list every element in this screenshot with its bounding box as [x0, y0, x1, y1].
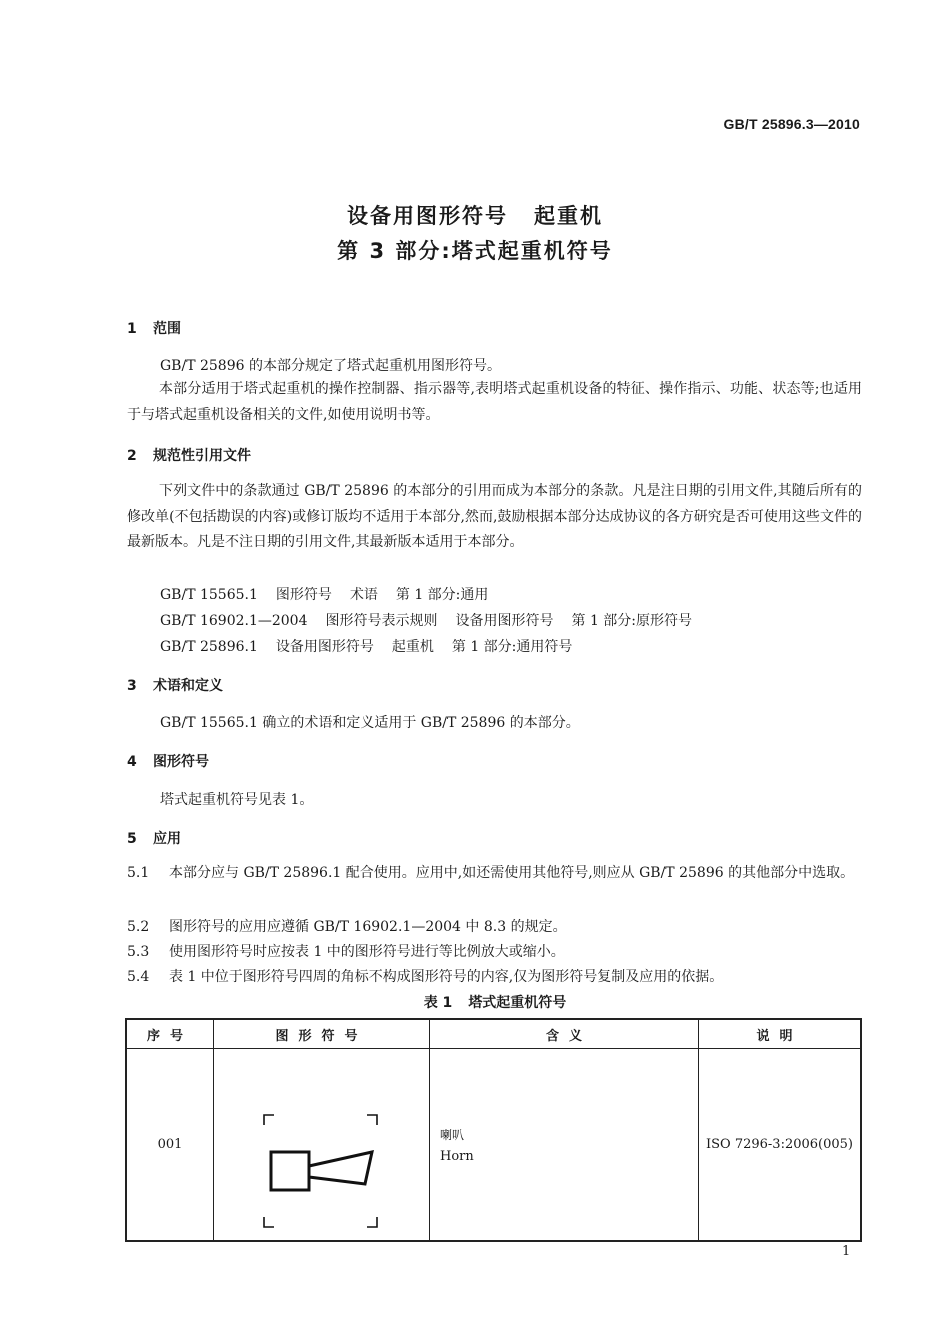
clause-5-3: [127, 941, 565, 961]
section-number: 5: [127, 831, 137, 847]
table-caption: [0, 992, 950, 1012]
reference-part: 第 1 部分:通用: [395, 587, 489, 603]
section-number: 3: [127, 678, 137, 694]
meaning-en: Horn: [440, 1148, 474, 1164]
table-caption-number: 表 1: [423, 995, 453, 1011]
section-2-para-1: 下列文件中的条款通过 GB/T 25896 的本部分的引用而成为本部分的条款。凡是注日期的引用文件,其随后所有的修改单(不包括勘误的内容)或修订版均不适用于本部分,然而,鼓励根据本部分达成协议的各方研究是否可使用这些文件的最新版本。凡是不注日期的引用文件,其最新版本适用于本部分。: [127, 483, 862, 550]
section-2-heading: [127, 445, 251, 465]
col-header-meaning: 含义: [430, 1019, 699, 1049]
title-part-b: 起重机: [534, 204, 603, 228]
reference-3: [160, 636, 572, 656]
table-header-row: [126, 1019, 861, 1049]
section-number: 4: [127, 754, 137, 770]
horn-shape: [271, 1152, 372, 1190]
col-header-symbol: 图形符号: [214, 1019, 430, 1049]
col-header-note: 说明: [699, 1019, 862, 1049]
cell-symbol: [214, 1049, 430, 1242]
section-title: 范围: [153, 321, 181, 337]
section-3-heading: [127, 675, 223, 695]
clause-text: 本部分应与 GB/T 25896.1 配合使用。应用中,如还需使用其他符号,则应从 GB/T 25896 的其他部分中选取。: [169, 865, 855, 881]
reference-part: 设备用图形符号: [275, 639, 374, 655]
section-title: 规范性引用文件: [153, 448, 251, 464]
section-1-para-2: 本部分适用于塔式起重机的操作控制器、指示器等,表明塔式起重机设备的特征、操作指示、功能、状态等;也适用于与塔式起重机设备相关的文件,如使用说明书等。: [127, 381, 862, 423]
reference-part: 图形符号: [275, 587, 332, 603]
section-3-para-1: GB/T 15565.1 确立的术语和定义适用于 GB/T 25896 的本部分。: [160, 715, 580, 731]
section-title: 图形符号: [153, 754, 209, 770]
corner-marks: [264, 1115, 377, 1227]
reference-code: GB/T 16902.1—2004: [160, 613, 308, 629]
clause-5-1: [127, 861, 862, 887]
clause-number: 5.2: [127, 919, 150, 935]
horn-bell: [309, 1152, 372, 1184]
reference-part: 图形符号表示规则: [325, 613, 438, 629]
clause-text: 表 1 中位于图形符号四周的角标不构成图形符号的内容,仅为图形符号复制及应用的依据。: [169, 969, 724, 985]
section-5-heading: [127, 828, 181, 848]
page-number: 1: [842, 1244, 851, 1259]
clause-5-2: [127, 916, 567, 936]
col-header-number: 序号: [126, 1019, 214, 1049]
corner-mark-bottom-right: [367, 1217, 377, 1227]
horn-icon: [214, 1049, 429, 1236]
clause-number: 5.3: [127, 944, 150, 960]
reference-code: GB/T 15565.1: [160, 587, 258, 603]
standard-code: GB/T 25896.3—2010: [723, 116, 860, 132]
reference-part: 术语: [349, 587, 378, 603]
section-1-heading: [127, 318, 181, 338]
title-part-a: 设备用图形符号: [347, 204, 508, 228]
section-number: 1: [127, 321, 137, 337]
horn-body: [271, 1152, 309, 1190]
section-4-heading: [127, 751, 209, 771]
cell-number: 001: [126, 1049, 214, 1242]
corner-mark-bottom-left: [264, 1217, 274, 1227]
clause-text: 图形符号的应用应遵循 GB/T 16902.1—2004 中 8.3 的规定。: [169, 919, 567, 935]
reference-1: [160, 584, 488, 604]
section-1-para-1: GB/T 25896 的本部分规定了塔式起重机用图形符号。: [160, 358, 501, 374]
table-row: [126, 1049, 861, 1242]
clause-5-4: [127, 966, 723, 986]
cell-note: ISO 7296-3:2006(005): [699, 1049, 862, 1242]
corner-mark-top-right: [367, 1115, 377, 1125]
section-number: 2: [127, 448, 137, 464]
section-4-para-1: 塔式起重机符号见表 1。: [160, 792, 314, 808]
reference-part: 起重机: [391, 639, 434, 655]
clause-number: 5.1: [127, 865, 150, 881]
reference-part: 设备用图形符号: [455, 613, 554, 629]
cell-meaning: [430, 1049, 699, 1242]
reference-part: 第 1 部分:原形符号: [571, 613, 693, 629]
section-title: 术语和定义: [153, 678, 223, 694]
symbol-table: [125, 1018, 862, 1242]
reference-2: [160, 610, 692, 630]
clause-text: 使用图形符号时应按表 1 中的图形符号进行等比例放大或缩小。: [169, 944, 565, 960]
clause-number: 5.4: [127, 969, 150, 985]
title-line-1: [0, 200, 950, 230]
title-line-2: 第 3 部分:塔式起重机符号: [337, 239, 613, 263]
meaning-zh: 喇叭: [440, 1127, 465, 1142]
corner-mark-top-left: [264, 1115, 274, 1125]
reference-part: 第 1 部分:通用符号: [451, 639, 573, 655]
reference-code: GB/T 25896.1: [160, 639, 258, 655]
section-title: 应用: [153, 831, 181, 847]
table-caption-title: 塔式起重机符号: [468, 995, 567, 1011]
